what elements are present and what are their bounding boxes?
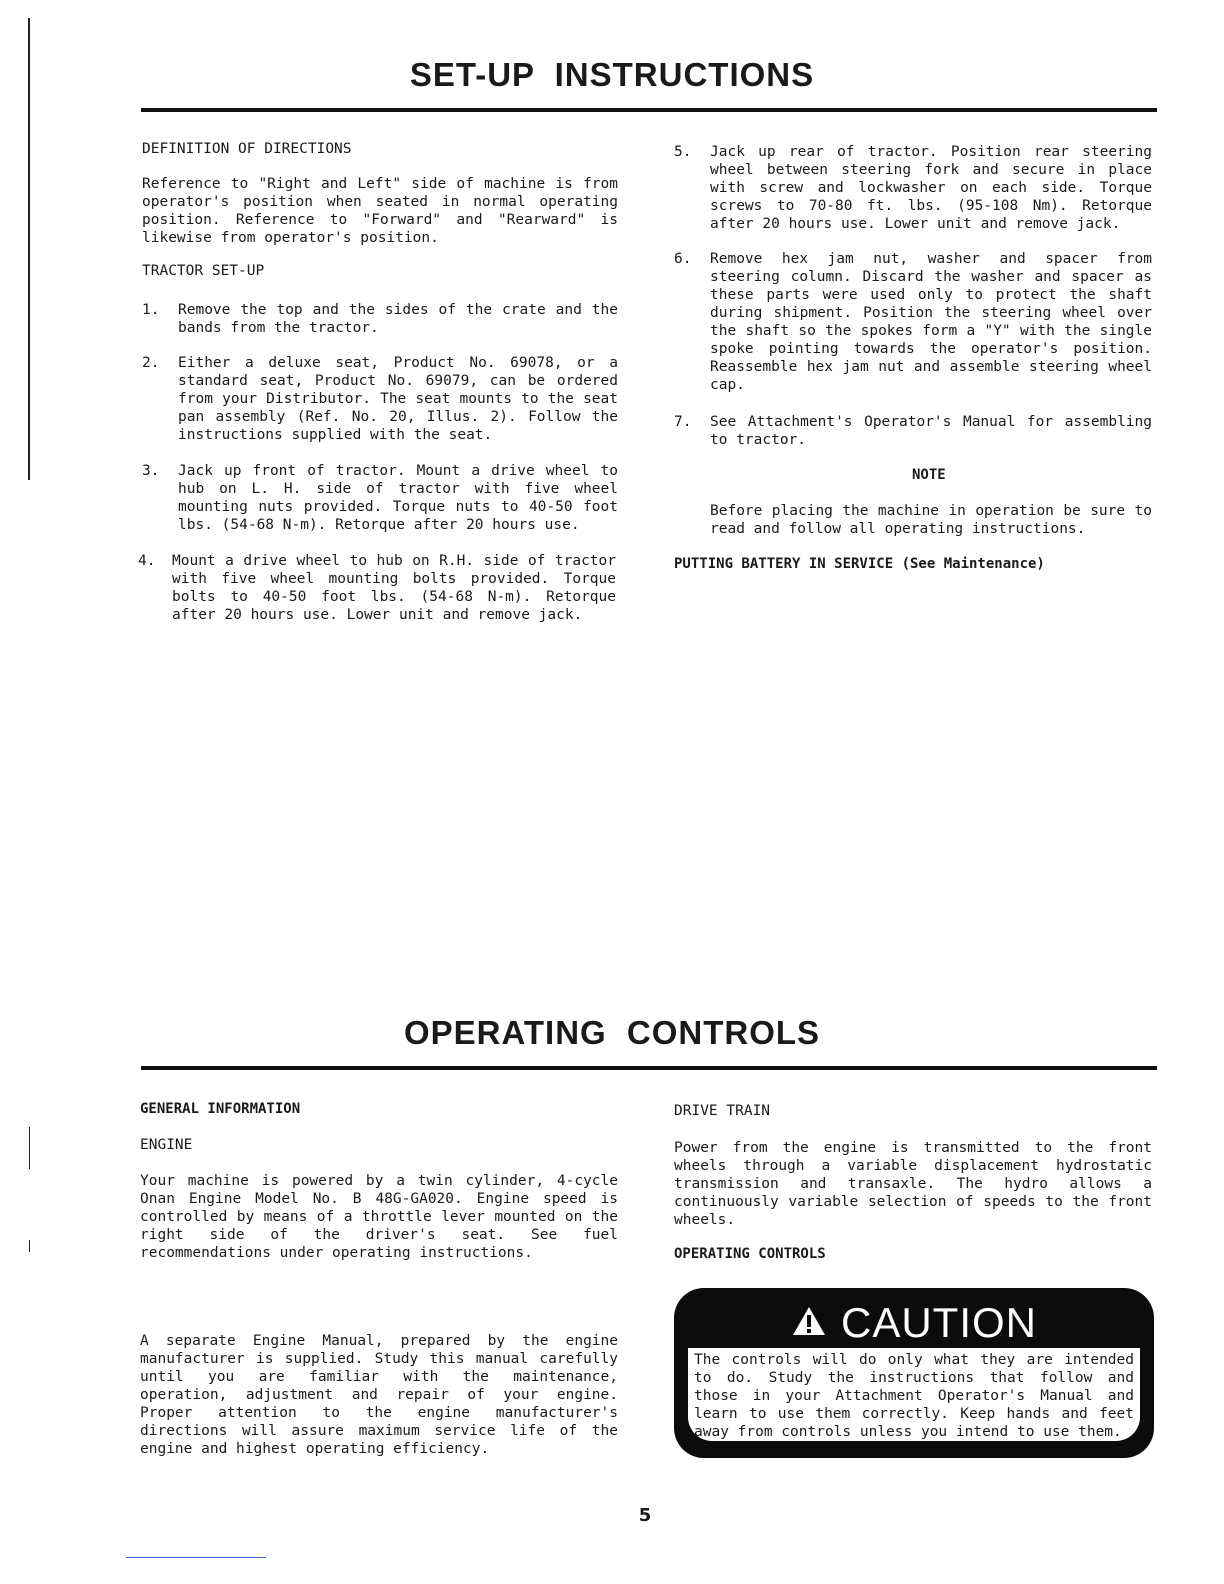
setup-title-rule	[141, 108, 1157, 112]
step-number: 7.	[674, 414, 692, 430]
step-text: Jack up rear of tractor. Position rear steering wheel between steering fork and secure in place with screw and lockwasher on each side. Torque screws to 70-80 ft. lbs. (95-108 Nm). Retorque after 20 hours use. Lower unit and remove jack.	[710, 144, 1152, 232]
step-number: 6.	[674, 251, 692, 267]
note-heading: NOTE	[912, 467, 946, 483]
step-text: Jack up front of tractor. Mount a drive wheel to hub on L. H. side of tractor with five wheel mounting nuts provided. Torque nuts to 40-50 foot lbs. (54-68 N-m). Retorque after 20 hours use.	[178, 463, 618, 533]
step-number: 4.	[138, 553, 156, 569]
operating-title: OPERATING CONTROLS	[403, 1014, 821, 1051]
step-number: 1.	[142, 302, 160, 318]
definition-heading: DEFINITION OF DIRECTIONS	[142, 141, 352, 157]
battery-heading: PUTTING BATTERY IN SERVICE (See Maintenance)	[674, 556, 1045, 572]
caution-box	[674, 1288, 1154, 1458]
drive-train-text: Power from the engine is transmitted to the front wheels through a variable displacement hydrostatic transmission and transaxle. The hydro allows a continuously variable selection of speeds to the front wheels.	[674, 1140, 1152, 1228]
footer-blue-line	[126, 1557, 266, 1558]
caution-header	[674, 1294, 1154, 1346]
setup-title: SET-UP INSTRUCTIONS	[409, 56, 815, 93]
scan-edge-mark	[29, 1127, 30, 1169]
general-information-heading: GENERAL INFORMATION	[140, 1101, 301, 1117]
step-number: 3.	[142, 463, 160, 479]
caution-body	[688, 1348, 1140, 1441]
warning-triangle-icon	[791, 1297, 827, 1349]
note-text: Before placing the machine in operation be sure to read and follow all operating instructions.	[710, 503, 1152, 537]
definition-text: Reference to "Right and Left" side of machine is from operator's position when seated in normal operating position. Reference to "Forward" and "Rearward" is likewise from operator's position.	[142, 176, 618, 246]
step-text: See Attachment's Operator's Manual for assembling to tractor.	[710, 414, 1152, 448]
operating-title-rule	[141, 1066, 1157, 1070]
step-text: Mount a drive wheel to hub on R.H. side of tractor with five wheel mounting bolts provided. Torque bolts to 40-50 foot lbs. (54-68 N-m). Retorque after 20 hours use. Lower unit and remove jack.	[172, 553, 616, 623]
operating-controls-heading: OPERATING CONTROLS	[674, 1246, 826, 1262]
engine-heading: ENGINE	[140, 1137, 193, 1153]
page-number: 5	[638, 1505, 652, 1526]
engine-text: Your machine is powered by a twin cylinder, 4-cycle Onan Engine Model No. B 48G-GA020. Engine speed is controlled by means of a throttle lever mounted on the right side of the driver's seat. See fuel recommendations under operating instructions.	[140, 1173, 618, 1261]
caution-label: CAUTION	[841, 1298, 1037, 1346]
step-text: Remove the top and the sides of the crate and the bands from the tractor.	[178, 302, 618, 336]
tractor-setup-heading: TRACTOR SET-UP	[142, 263, 265, 279]
step-text: Either a deluxe seat, Product No. 69078, or a standard seat, Product No. 69079, can be ordered from your Distributor. The seat mounts to the seat pan assembly (Ref. No. 20, Illus. 2). Follow the instructions supplied with the seat.	[178, 355, 618, 443]
scan-edge-mark	[29, 1240, 30, 1252]
step-number: 5.	[674, 144, 692, 160]
caution-text: The controls will do only what they are intended to do. Study the instructions that follow and those in your Attachment Operator's Manual and learn to use them correctly. Keep hands and feet away from controls unless you intend to use them.	[694, 1352, 1134, 1440]
engine-manual-text: A separate Engine Manual, prepared by the engine manufacturer is supplied. Study this manual carefully until you are familiar with the maintenance, operation, adjustment and repair of your engine. Proper attention to the engine manufacturer's directions will assure maximum service life of the engine and highest operating efficiency.	[140, 1333, 618, 1457]
step-text: Remove hex jam nut, washer and spacer from steering column. Discard the washer and spacer as these parts were used only to protect the shaft during shipment. Position the steering wheel over the shaft so the spokes form a "Y" with the single spoke pointing towards the operator's position. Reassemble hex jam nut and assemble steering wheel cap.	[710, 251, 1152, 393]
drive-train-heading: DRIVE TRAIN	[674, 1103, 771, 1119]
step-number: 2.	[142, 355, 160, 371]
